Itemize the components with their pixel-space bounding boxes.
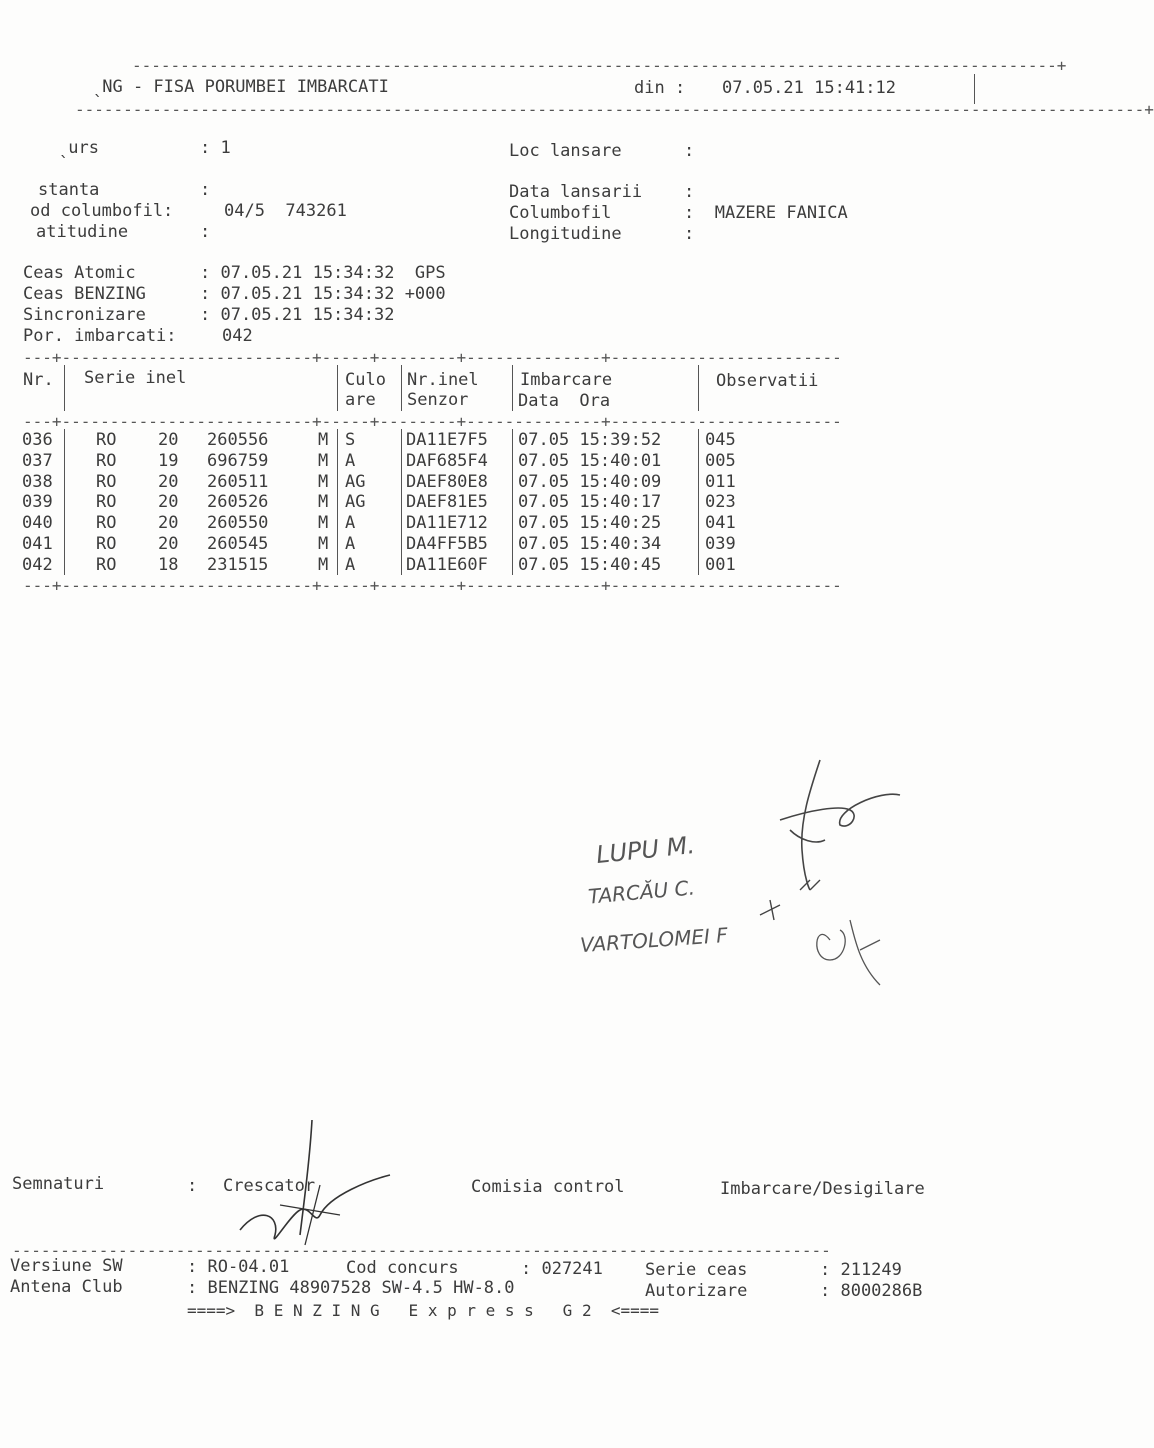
- row-culoare: A: [345, 450, 356, 471]
- antena-club-value: : BENZING 48907528 SW-4.5 HW-8.0: [187, 1278, 515, 1298]
- row-data-ora: 07.05 15:40:01: [518, 450, 662, 471]
- col-header-data-ora: Data Ora: [518, 391, 611, 411]
- row-data-ora: 07.05 15:40:45: [518, 554, 662, 575]
- col-sep-4-body: [512, 429, 513, 575]
- row-tara: RO: [96, 513, 117, 534]
- row-culoare: AG: [345, 492, 366, 513]
- row-culoare: S: [345, 430, 356, 450]
- cod-concurs-value: : 027241: [521, 1259, 603, 1279]
- col-sep-2: [337, 365, 338, 411]
- row-data-ora: 07.05 15:39:52: [518, 430, 662, 450]
- row-senzor: DA11E60F: [406, 554, 488, 575]
- row-data-ora: 07.05 15:40:25: [518, 513, 662, 534]
- row-senzor: DA11E7F5: [406, 430, 488, 450]
- columbofil-label: Columbofil: [509, 203, 612, 223]
- handwritten-name-vartolomei: VARTOLOMEI F: [579, 922, 729, 958]
- row-nr: 036: [22, 430, 53, 450]
- row-senzor: DAEF81E5: [406, 492, 488, 513]
- commission-signature: [740, 750, 910, 980]
- col-header-imbarcare: Imbarcare: [520, 370, 613, 390]
- col-sep-5: [698, 365, 699, 411]
- row-sex: M: [318, 430, 329, 450]
- longitudine-label: Longitudine: [509, 224, 622, 244]
- latitudine-value: :: [200, 222, 211, 242]
- cod-columbofil-value: 04/5 743261: [224, 201, 347, 221]
- header-top-rule: ------------------------------------------------------------------------------------------------+: [132, 56, 1067, 75]
- col-header-senzor-2: Senzor: [407, 390, 469, 410]
- row-sex: M: [318, 554, 329, 575]
- versiune-sw-label: Versiune SW: [10, 1256, 123, 1276]
- ceas-benzing-value: : 07.05.21 15:34:32 +000: [200, 284, 446, 304]
- row-sex: M: [318, 534, 329, 554]
- table-header-rule: ---+--------------------------+-----+--------+--------------+------------------------: [23, 412, 842, 431]
- row-tara: RO: [96, 554, 117, 575]
- row-sex: M: [318, 450, 329, 471]
- autorizare-label: Autorizare: [645, 1281, 748, 1301]
- row-inel: 696759: [207, 450, 269, 471]
- row-an: 20: [158, 513, 179, 534]
- handwritten-name-tarcau: TARCĂU C.: [587, 875, 696, 909]
- row-an: 20: [158, 471, 179, 492]
- row-culoare: A: [345, 513, 356, 534]
- col-sep-3-body: [401, 429, 402, 575]
- row-an: 19: [158, 450, 179, 471]
- data-lansarii-value: :: [684, 182, 695, 202]
- row-senzor: DAEF80E8: [406, 471, 488, 492]
- comisia-label: Comisia control: [471, 1177, 625, 1197]
- concurs-label: ˎurs: [58, 138, 99, 158]
- row-inel: 260550: [207, 513, 269, 534]
- table-bottom-rule: ---+--------------------------+-----+--------+--------------+------------------------: [23, 576, 842, 595]
- col-header-nr: Nr.: [23, 370, 54, 390]
- row-observatii: 041: [705, 513, 736, 534]
- row-observatii: 045: [705, 430, 736, 450]
- row-sex: M: [318, 513, 329, 534]
- row-nr: 038: [22, 471, 53, 492]
- loc-lansare-label: Loc lansare: [509, 141, 622, 161]
- handwritten-name-lupu: LUPU M.: [594, 830, 697, 870]
- col-header-culoare-2: are: [345, 390, 376, 410]
- row-inel: 260545: [207, 534, 269, 554]
- row-nr: 037: [22, 450, 53, 471]
- row-culoare: AG: [345, 471, 366, 492]
- sincronizare-label: Sincronizare: [23, 305, 146, 325]
- row-observatii: 001: [705, 554, 736, 575]
- row-inel: 260526: [207, 492, 269, 513]
- row-an: 20: [158, 430, 179, 450]
- row-an: 18: [158, 554, 179, 575]
- sincronizare-value: : 07.05.21 15:34:32: [200, 305, 395, 325]
- por-imbarcati-label: Por. imbarcati:: [23, 326, 177, 346]
- report-date-value: 07.05.21 15:41:12: [722, 78, 896, 98]
- loc-lansare-value: :: [684, 141, 695, 161]
- row-inel: 260556: [207, 430, 269, 450]
- col-sep-1-body: [64, 429, 65, 575]
- row-nr: 040: [22, 513, 53, 534]
- row-senzor: DAF685F4: [406, 450, 488, 471]
- col-header-observatii: Observatii: [716, 371, 819, 391]
- crescator-label: Crescator: [223, 1176, 316, 1196]
- row-observatii: 023: [705, 492, 736, 513]
- row-tara: RO: [96, 471, 117, 492]
- row-observatii: 039: [705, 534, 736, 554]
- row-an: 20: [158, 492, 179, 513]
- row-tara: RO: [96, 492, 117, 513]
- col-sep-4: [512, 365, 513, 411]
- row-data-ora: 07.05 15:40:09: [518, 471, 662, 492]
- row-culoare: A: [345, 554, 356, 575]
- columbofil-value: : MAZERE FANICA: [684, 203, 848, 223]
- crescator-signature: [220, 1115, 400, 1255]
- ceas-benzing-label: Ceas BENZING: [23, 284, 146, 304]
- row-nr: 039: [22, 492, 53, 513]
- benzing-express-banner: ====> B E N Z I N G E x p r e s s G 2 <====: [187, 1301, 660, 1320]
- row-observatii: 011: [705, 471, 736, 492]
- autorizare-value: : 8000286B: [820, 1281, 923, 1301]
- row-nr: 041: [22, 534, 53, 554]
- ceas-atomic-value: : 07.05.21 15:34:32 GPS: [200, 263, 446, 283]
- longitudine-value: :: [684, 224, 695, 244]
- row-culoare: A: [345, 534, 356, 554]
- cod-columbofil-label: od columbofil:: [30, 201, 174, 221]
- col-sep-1: [64, 365, 65, 411]
- row-an: 20: [158, 534, 179, 554]
- versiune-sw-value: : RO-04.01: [187, 1257, 290, 1277]
- antena-club-label: Antena Club: [10, 1277, 123, 1297]
- concurs-value: : 1: [200, 138, 231, 158]
- row-tara: RO: [96, 450, 117, 471]
- row-senzor: DA11E712: [406, 513, 488, 534]
- serie-ceas-label: Serie ceas: [645, 1260, 748, 1280]
- cod-concurs-label: Cod concurs: [346, 1258, 459, 1278]
- row-senzor: DA4FF5B5: [406, 534, 488, 554]
- distanta-label: stanta: [38, 180, 100, 200]
- por-imbarcati-value: 042: [222, 326, 253, 346]
- data-lansarii-label: Data lansarii: [509, 182, 643, 202]
- row-data-ora: 07.05 15:40:34: [518, 534, 662, 554]
- header-bottom-rule: ---------------------------------------------------------------------------------------------------------------+: [75, 100, 1154, 119]
- report-title: ˎNG - FISA PORUMBEI IMBARCATI: [92, 77, 389, 97]
- row-sex: M: [318, 471, 329, 492]
- col-header-senzor: Nr.inel: [407, 370, 479, 390]
- semnaturi-label: Semnaturi: [12, 1174, 105, 1194]
- col-header-culoare: Culo: [345, 370, 386, 390]
- row-data-ora: 07.05 15:40:17: [518, 492, 662, 513]
- col-sep-3: [401, 365, 402, 411]
- footer-top-rule: -------------------------------------------------------------------------------------: [12, 1241, 831, 1260]
- report-date-label: din :: [634, 78, 686, 98]
- serie-ceas-value: : 211249: [820, 1260, 902, 1280]
- row-sex: M: [318, 492, 329, 513]
- table-top-rule: ---+--------------------------+-----+--------+--------------+------------------------: [23, 348, 842, 367]
- row-tara: RO: [96, 430, 117, 450]
- imbarcare-desigilare-label: Imbarcare/Desigilare: [720, 1179, 925, 1199]
- latitudine-label: atitudine: [36, 222, 129, 242]
- distanta-value: :: [200, 180, 211, 200]
- col-sep-5-body: [698, 429, 699, 575]
- col-sep-2-body: [337, 429, 338, 575]
- semnaturi-colon: :: [187, 1176, 198, 1196]
- row-inel: 231515: [207, 554, 269, 575]
- row-inel: 260511: [207, 471, 269, 492]
- ceas-atomic-label: Ceas Atomic: [23, 263, 136, 283]
- row-observatii: 005: [705, 450, 736, 471]
- row-tara: RO: [96, 534, 117, 554]
- row-nr: 042: [22, 554, 53, 575]
- col-header-serie: Serie inel: [84, 368, 187, 388]
